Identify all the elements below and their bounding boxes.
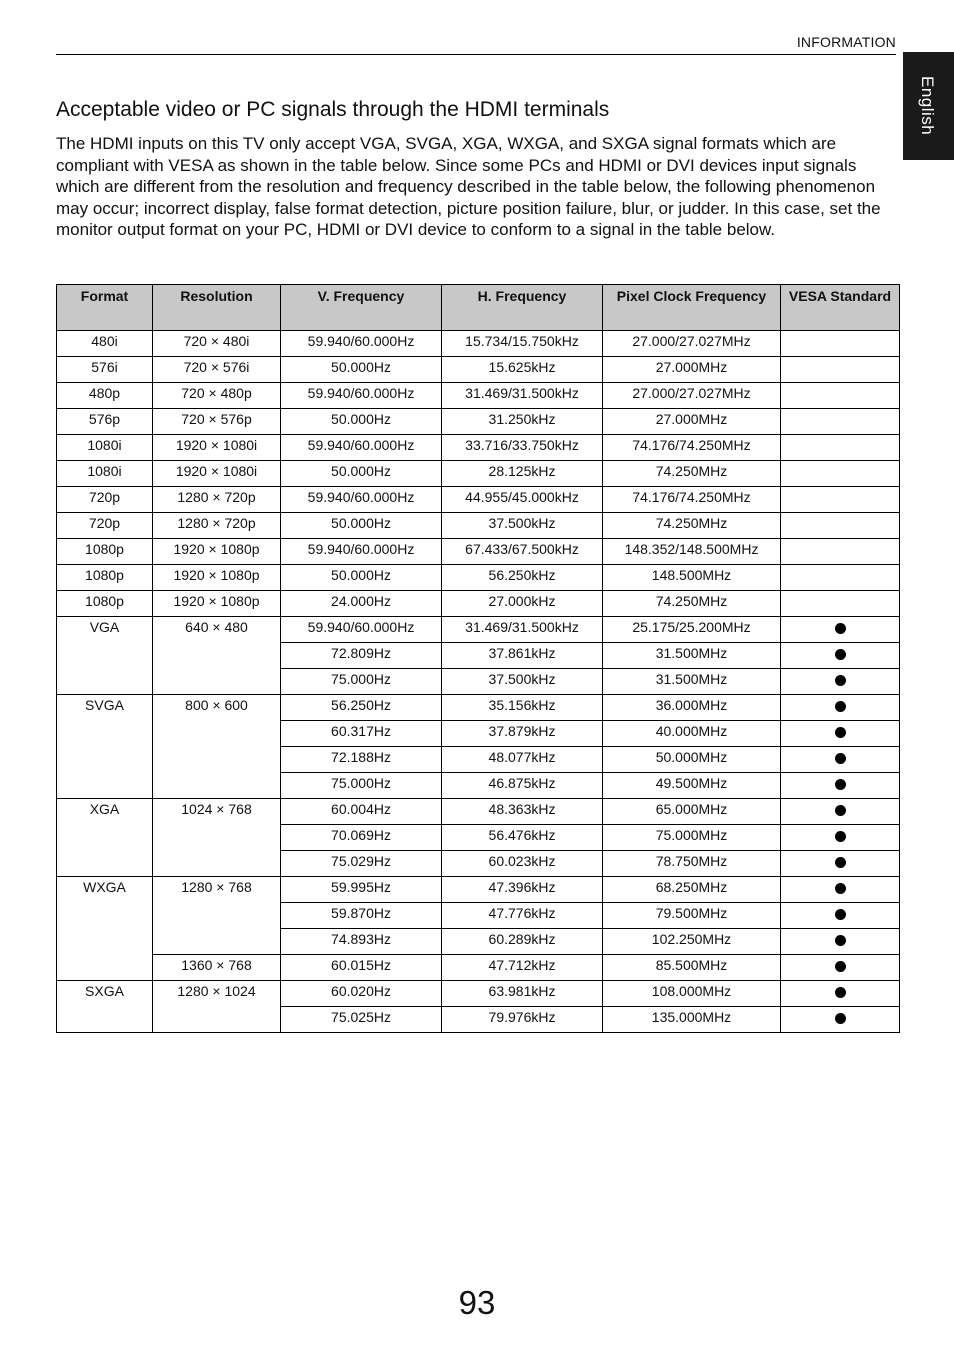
vesa-standard-cell [781,981,900,1007]
format-cell: 1080p [57,565,153,591]
language-tab [903,52,954,160]
h-frequency-cell: 37.861kHz [442,643,603,669]
pixel-clock-cell: 27.000/27.027MHz [603,383,781,409]
vesa-standard-cell [781,669,900,695]
pixel-clock-cell: 68.250MHz [603,877,781,903]
vesa-standard-cell [781,747,900,773]
v-frequency-cell: 75.000Hz [281,669,442,695]
vesa-compliant-dot-icon [835,675,846,686]
h-frequency-cell: 37.500kHz [442,669,603,695]
v-frequency-cell: 50.000Hz [281,513,442,539]
vesa-standard-cell [781,773,900,799]
section-title: Acceptable video or PC signals through the HDMI terminals [56,98,610,121]
vesa-compliant-dot-icon [835,1013,846,1024]
vesa-compliant-dot-icon [835,961,846,972]
v-frequency-cell: 60.015Hz [281,955,442,981]
table-row [57,617,900,643]
pixel-clock-cell: 49.500MHz [603,773,781,799]
h-frequency-cell: 33.716/33.750kHz [442,435,603,461]
v-frequency-cell: 59.995Hz [281,877,442,903]
resolution-cell: 1280 × 720p [153,487,281,513]
v-frequency-cell: 50.000Hz [281,409,442,435]
v-frequency-cell: 50.000Hz [281,565,442,591]
vesa-compliant-dot-icon [835,701,846,712]
column-header-format: Format [57,285,153,331]
vesa-compliant-dot-icon [835,727,846,738]
v-frequency-cell: 60.020Hz [281,981,442,1007]
pixel-clock-cell: 74.176/74.250MHz [603,435,781,461]
v-frequency-cell: 59.870Hz [281,903,442,929]
h-frequency-cell: 35.156kHz [442,695,603,721]
pixel-clock-cell: 27.000MHz [603,409,781,435]
h-frequency-cell: 37.879kHz [442,721,603,747]
table-row [57,799,900,825]
h-frequency-cell: 60.023kHz [442,851,603,877]
h-frequency-cell: 67.433/67.500kHz [442,539,603,565]
resolution-cell: 1920 × 1080i [153,435,281,461]
v-frequency-cell: 59.940/60.000Hz [281,331,442,357]
vesa-compliant-dot-icon [835,649,846,660]
column-header-resolution: Resolution [153,285,281,331]
resolution-cell: 640 × 480 [153,617,281,695]
pixel-clock-cell: 135.000MHz [603,1007,781,1033]
column-header-pixel-clock: Pixel Clock Frequency [603,285,781,331]
vesa-compliant-dot-icon [835,987,846,998]
h-frequency-cell: 56.250kHz [442,565,603,591]
format-cell: XGA [57,799,153,877]
pixel-clock-cell: 27.000/27.027MHz [603,331,781,357]
resolution-cell: 720 × 576i [153,357,281,383]
v-frequency-cell: 59.940/60.000Hz [281,383,442,409]
format-cell: 480i [57,331,153,357]
format-cell: 1080p [57,539,153,565]
vesa-standard-cell [781,643,900,669]
v-frequency-cell: 56.250Hz [281,695,442,721]
format-cell: 1080p [57,591,153,617]
vesa-standard-cell [781,877,900,903]
v-frequency-cell: 74.893Hz [281,929,442,955]
table-row [57,981,900,1007]
table-row [57,487,900,513]
format-cell: 576p [57,409,153,435]
format-cell: SVGA [57,695,153,799]
table-row [57,695,900,721]
vesa-compliant-dot-icon [835,857,846,868]
pixel-clock-cell: 102.250MHz [603,929,781,955]
column-header-vesa-standard: VESA Standard [781,285,900,331]
table-row [57,955,900,981]
v-frequency-cell: 70.069Hz [281,825,442,851]
resolution-cell: 1920 × 1080p [153,565,281,591]
h-frequency-cell: 15.734/15.750kHz [442,331,603,357]
v-frequency-cell: 75.000Hz [281,773,442,799]
signal-table [56,284,900,1033]
vesa-standard-cell [781,851,900,877]
vesa-standard-cell [781,383,900,409]
pixel-clock-cell: 79.500MHz [603,903,781,929]
v-frequency-cell: 59.940/60.000Hz [281,487,442,513]
h-frequency-cell: 48.363kHz [442,799,603,825]
pixel-clock-cell: 25.175/25.200MHz [603,617,781,643]
page-number: 93 [458,1284,496,1321]
header-rule [56,54,896,55]
vesa-standard-cell [781,565,900,591]
vesa-standard-cell [781,435,900,461]
column-header-v-frequency: V. Frequency [281,285,442,331]
h-frequency-cell: 31.250kHz [442,409,603,435]
pixel-clock-cell: 27.000MHz [603,357,781,383]
pixel-clock-cell: 85.500MHz [603,955,781,981]
pixel-clock-cell: 108.000MHz [603,981,781,1007]
v-frequency-cell: 59.940/60.000Hz [281,539,442,565]
vesa-standard-cell [781,825,900,851]
table-row [57,409,900,435]
pixel-clock-cell: 50.000MHz [603,747,781,773]
h-frequency-cell: 31.469/31.500kHz [442,383,603,409]
resolution-cell: 720 × 480p [153,383,281,409]
table-header-row [57,285,900,331]
v-frequency-cell: 72.188Hz [281,747,442,773]
running-header: INFORMATION [796,34,896,50]
v-frequency-cell: 60.317Hz [281,721,442,747]
table-row [57,383,900,409]
h-frequency-cell: 46.875kHz [442,773,603,799]
vesa-standard-cell [781,331,900,357]
vesa-compliant-dot-icon [835,753,846,764]
pixel-clock-cell: 40.000MHz [603,721,781,747]
v-frequency-cell: 50.000Hz [281,357,442,383]
format-cell: 720p [57,487,153,513]
format-cell: 1080i [57,435,153,461]
table-row [57,877,900,903]
vesa-standard-cell [781,461,900,487]
resolution-cell: 1920 × 1080p [153,539,281,565]
v-frequency-cell: 72.809Hz [281,643,442,669]
resolution-cell: 1920 × 1080i [153,461,281,487]
h-frequency-cell: 63.981kHz [442,981,603,1007]
resolution-cell: 720 × 576p [153,409,281,435]
intro-paragraph: The HDMI inputs on this TV only accept VGA, SVGA, XGA, WXGA, and SXGA signal formats which are compliant with VESA as shown in the table below. Since some PCs and HDMI or DVI devices input signals which are different from the resolution and frequency described in the table below, the following phenomenon may occur; incorrect display, false format detection, picture position failure, blur, or judder. In this case, set the monitor output format on your PC, HDMI or DVI device to conform to a signal in the table below. [56,134,881,240]
vesa-standard-cell [781,721,900,747]
vesa-compliant-dot-icon [835,909,846,920]
language-tab-label: English [918,76,937,136]
pixel-clock-cell: 148.352/148.500MHz [603,539,781,565]
vesa-compliant-dot-icon [835,623,846,634]
v-frequency-cell: 59.940/60.000Hz [281,435,442,461]
table-row [57,565,900,591]
h-frequency-cell: 47.712kHz [442,955,603,981]
vesa-standard-cell [781,357,900,383]
vesa-standard-cell [781,539,900,565]
vesa-compliant-dot-icon [835,805,846,816]
vesa-standard-cell [781,695,900,721]
pixel-clock-cell: 65.000MHz [603,799,781,825]
table-row [57,357,900,383]
h-frequency-cell: 37.500kHz [442,513,603,539]
v-frequency-cell: 24.000Hz [281,591,442,617]
vesa-standard-cell [781,1007,900,1033]
pixel-clock-cell: 78.750MHz [603,851,781,877]
v-frequency-cell: 59.940/60.000Hz [281,617,442,643]
format-cell: WXGA [57,877,153,981]
format-cell: 480p [57,383,153,409]
h-frequency-cell: 44.955/45.000kHz [442,487,603,513]
v-frequency-cell: 75.025Hz [281,1007,442,1033]
h-frequency-cell: 47.776kHz [442,903,603,929]
pixel-clock-cell: 74.176/74.250MHz [603,487,781,513]
table-row [57,591,900,617]
h-frequency-cell: 79.976kHz [442,1007,603,1033]
pixel-clock-cell: 74.250MHz [603,591,781,617]
v-frequency-cell: 60.004Hz [281,799,442,825]
resolution-cell: 720 × 480i [153,331,281,357]
vesa-compliant-dot-icon [835,935,846,946]
vesa-standard-cell [781,487,900,513]
h-frequency-cell: 47.396kHz [442,877,603,903]
pixel-clock-cell: 31.500MHz [603,669,781,695]
vesa-standard-cell [781,513,900,539]
resolution-cell: 1920 × 1080p [153,591,281,617]
h-frequency-cell: 60.289kHz [442,929,603,955]
format-cell: 720p [57,513,153,539]
resolution-cell: 1280 × 768 [153,877,281,955]
vesa-standard-cell [781,409,900,435]
column-header-h-frequency: H. Frequency [442,285,603,331]
vesa-standard-cell [781,903,900,929]
v-frequency-cell: 75.029Hz [281,851,442,877]
vesa-standard-cell [781,929,900,955]
vesa-compliant-dot-icon [835,831,846,842]
h-frequency-cell: 56.476kHz [442,825,603,851]
h-frequency-cell: 15.625kHz [442,357,603,383]
pixel-clock-cell: 148.500MHz [603,565,781,591]
resolution-cell: 1280 × 720p [153,513,281,539]
table-row [57,513,900,539]
format-cell: 576i [57,357,153,383]
vesa-standard-cell [781,617,900,643]
pixel-clock-cell: 74.250MHz [603,513,781,539]
table-body [57,331,900,1033]
resolution-cell: 1360 × 768 [153,955,281,981]
vesa-standard-cell [781,799,900,825]
table-row [57,539,900,565]
resolution-cell: 800 × 600 [153,695,281,799]
pixel-clock-cell: 36.000MHz [603,695,781,721]
h-frequency-cell: 27.000kHz [442,591,603,617]
resolution-cell: 1024 × 768 [153,799,281,877]
h-frequency-cell: 28.125kHz [442,461,603,487]
v-frequency-cell: 50.000Hz [281,461,442,487]
vesa-standard-cell [781,955,900,981]
vesa-compliant-dot-icon [835,779,846,790]
pixel-clock-cell: 75.000MHz [603,825,781,851]
resolution-cell: 1280 × 1024 [153,981,281,1033]
format-cell: SXGA [57,981,153,1033]
table-row [57,331,900,357]
format-cell: VGA [57,617,153,695]
h-frequency-cell: 31.469/31.500kHz [442,617,603,643]
h-frequency-cell: 48.077kHz [442,747,603,773]
format-cell: 1080i [57,461,153,487]
table-row [57,435,900,461]
table-row [57,461,900,487]
vesa-compliant-dot-icon [835,883,846,894]
pixel-clock-cell: 74.250MHz [603,461,781,487]
vesa-standard-cell [781,591,900,617]
pixel-clock-cell: 31.500MHz [603,643,781,669]
